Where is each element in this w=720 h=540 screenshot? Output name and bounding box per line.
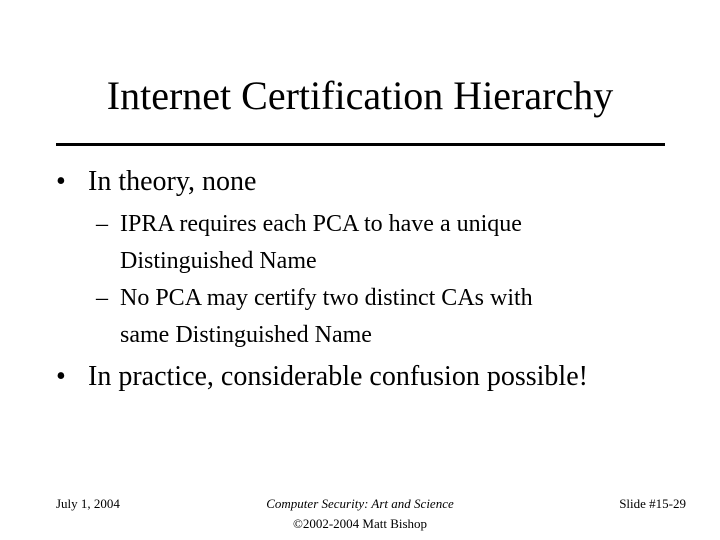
bullet-item — [56, 165, 256, 199]
bullet-marker: • — [56, 361, 66, 392]
slide-title: Internet Certification Hierarchy — [106, 73, 614, 118]
footer-slide-number: Slide #15-29 — [619, 496, 686, 511]
sub-bullet-line: No PCA may certify two distinct CAs with — [120, 285, 533, 311]
sub-bullet-item — [96, 280, 533, 354]
bullet-marker: • — [56, 166, 66, 197]
sub-bullet-line: Distinguished Name — [120, 248, 317, 274]
footer-source — [210, 494, 510, 534]
footer-date: July 1, 2004 — [56, 496, 120, 511]
bullet-text: In theory, none — [88, 166, 257, 197]
bullet-item — [56, 360, 588, 394]
sub-bullet-marker: – — [96, 211, 108, 237]
footer-book-title: Computer Security: Art and Science — [266, 496, 454, 511]
sub-bullet-line: same Distinguished Name — [120, 322, 372, 348]
sub-bullet-marker: – — [96, 285, 108, 311]
bullet-text: In practice, considerable confusion possible! — [88, 361, 588, 392]
sub-bullet-item — [96, 206, 522, 280]
footer-copyright: ©2002-2004 Matt Bishop — [292, 516, 428, 531]
title-divider — [56, 143, 665, 146]
sub-bullet-line: IPRA requires each PCA to have a unique — [120, 211, 522, 237]
